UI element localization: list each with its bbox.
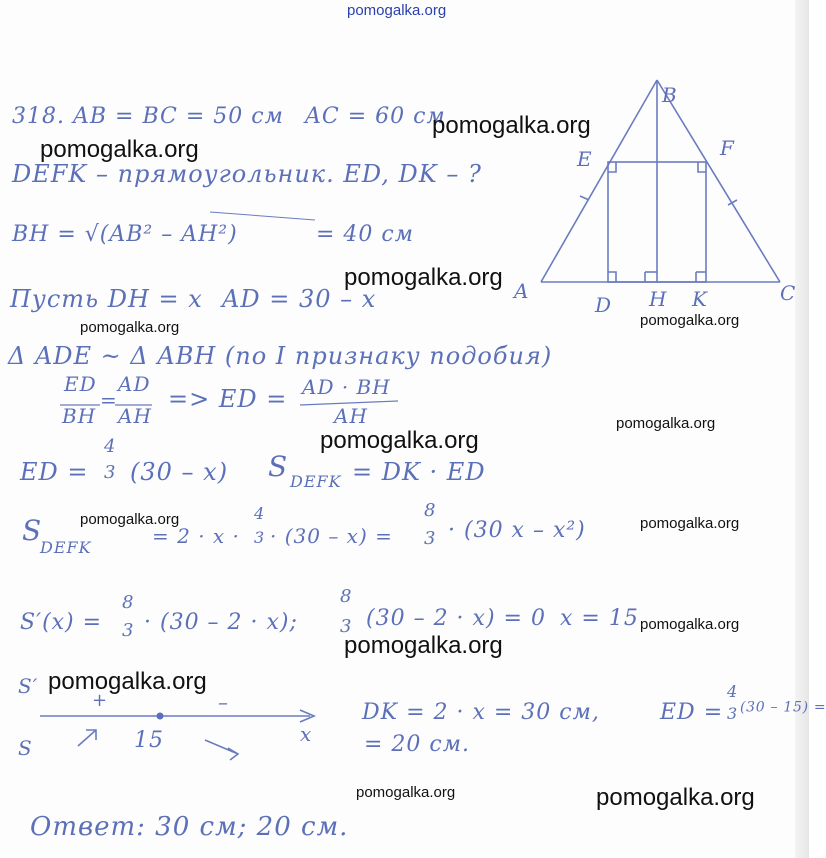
sign-x: x: [300, 722, 313, 746]
area-fn-part1: = 2 · x ·: [152, 524, 240, 548]
sign-s-prime: S′: [18, 674, 39, 698]
problem-question: DEFK – прямоугольник. ED, DK – ?: [12, 160, 482, 188]
dk-result: DK = 2 · x = 30 см,: [362, 700, 600, 725]
watermark: pomogalka.org: [616, 415, 716, 432]
watermark: pomogalka.org: [596, 784, 755, 811]
height-value: = 40 см: [316, 222, 414, 247]
derivative-zero: (30 – 2 · x) = 0: [366, 606, 546, 631]
area-f2-den: 3: [424, 528, 437, 549]
watermark: pomogalka.org: [80, 319, 180, 336]
ed-frac-num: 4: [104, 436, 117, 457]
label-f: F: [720, 136, 734, 160]
sqrt-bar: [210, 212, 315, 220]
watermark: pomogalka.org: [48, 668, 207, 695]
area-f1-den: 3: [254, 528, 266, 547]
tick-ae: [580, 196, 589, 200]
watermark: pomogalka.org: [320, 427, 479, 454]
watermark: pomogalka.org: [80, 511, 180, 528]
ratio-bh: BH: [62, 404, 97, 428]
ratio-equals: =: [100, 388, 118, 412]
label-e: E: [577, 147, 592, 171]
let-dh: Пусть DH = x: [10, 285, 203, 313]
given-base: AC = 60 см: [305, 104, 446, 129]
watermark: pomogalka.org: [432, 112, 591, 139]
ratio-ah: AH: [118, 404, 152, 428]
sign-diagram: [40, 710, 314, 760]
height-formula: BH = √(AB² – AH²): [12, 222, 238, 247]
over-ah: AH: [334, 404, 368, 428]
area-s: S: [268, 450, 289, 483]
ed-final-num: 4: [727, 682, 739, 701]
area-formula: = DK · ED: [352, 458, 486, 486]
ed-result-label: ED =: [20, 458, 89, 486]
critical-point: x = 15: [560, 606, 639, 631]
watermark: pomogalka.org: [356, 784, 456, 801]
sign-15: 15: [134, 728, 164, 753]
area-f1-num: 4: [254, 504, 266, 523]
label-h: H: [649, 287, 667, 311]
sign-minus: –: [218, 690, 229, 714]
triangle-lines: [541, 80, 780, 282]
deriv-f1-den: 3: [122, 620, 135, 641]
right-angle-d: [608, 272, 616, 282]
ed-final-expr: (30 – 15) =: [740, 698, 826, 715]
ed-final-den: 3: [727, 704, 739, 723]
right-angle-f: [698, 162, 706, 172]
area-fn-part3: · (30 x – x²): [448, 518, 586, 543]
ad-times-bh: AD · BH: [302, 375, 391, 399]
label-a: A: [514, 279, 529, 303]
area-fn-part2: · (30 – x) =: [270, 524, 393, 548]
label-k: K: [692, 287, 707, 311]
derivative-expr: · (30 – 2 · x);: [144, 610, 298, 635]
area-s-sub: DEFK: [290, 472, 342, 491]
implies-ed: => ED =: [168, 385, 288, 413]
given-sides: 318. AB = BC = 50 см: [12, 104, 284, 129]
watermark: pomogalka.org: [640, 616, 740, 633]
ratio-ed: ED: [64, 372, 97, 396]
ratio-ad: AD: [118, 372, 151, 396]
watermark: pomogalka.org: [640, 312, 740, 329]
increasing-arrow-icon: [78, 730, 96, 746]
sign-plus: +: [92, 690, 109, 711]
watermark: pomogalka.org: [344, 632, 503, 659]
watermark: pomogalka.org: [40, 136, 199, 163]
ed-final-label: ED =: [660, 700, 724, 725]
side-ab: [541, 80, 657, 282]
label-d: D: [595, 293, 612, 317]
watermark: pomogalka.org: [344, 264, 503, 291]
ed-final-value: = 20 см.: [364, 732, 470, 757]
area-fn-sub: DEFK: [40, 538, 92, 557]
watermark-top: pomogalka.org: [347, 2, 447, 19]
derivative-label: S′(x) =: [20, 610, 103, 635]
sign-point: [157, 713, 164, 720]
ad-expression: AD = 30 – x: [222, 285, 377, 313]
deriv-f2-den: 3: [340, 616, 353, 637]
similarity-statement: Δ ADE ~ Δ ABH (по I признаку подобия): [8, 342, 553, 370]
side-bc: [657, 80, 780, 282]
ed-result-expr: (30 – x): [130, 458, 229, 486]
ed-frac-den: 3: [104, 462, 117, 483]
label-c: C: [780, 281, 796, 305]
answer: Ответ: 30 см; 20 см.: [30, 812, 349, 842]
decreasing-arrow-icon: [205, 740, 238, 760]
label-b: B: [662, 83, 677, 107]
deriv-f2-num: 8: [340, 586, 353, 607]
watermark: pomogalka.org: [640, 515, 740, 532]
area-fn-s: S: [22, 514, 43, 547]
area-f2-num: 8: [424, 500, 437, 521]
deriv-f1-num: 8: [122, 592, 135, 613]
sign-s: S: [18, 736, 33, 760]
